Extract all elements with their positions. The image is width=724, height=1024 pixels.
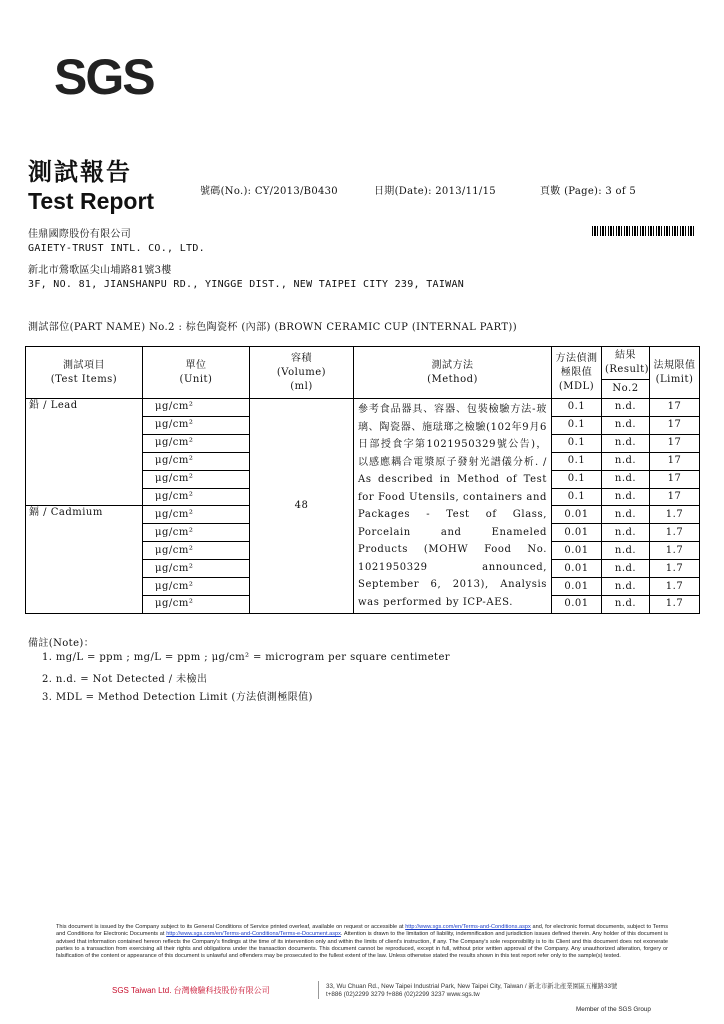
unit-cell: μg/cm² bbox=[143, 434, 250, 452]
note-item: 2. n.d. = Not Detected / 未檢出 bbox=[42, 674, 208, 685]
limit-cell: 1.7 bbox=[650, 506, 700, 524]
footer-address: 33, Wu Chuan Rd., New Taipei Industrial Park, New Taipei City, Taiwan / 新北市新北產業園區五權路33號 t+886 (02)2299 3279 f+886 (02)2299 3237 www.sgs.tw bbox=[326, 983, 618, 998]
barcode-icon bbox=[592, 226, 696, 236]
footer-disclaimer: This document is issued by the Company subject to its General Conditions of Service printed overleaf, available on request or accessible at http://www.sgs.com/en/Terms-and-Conditions.aspx and, for electronic format documents, subject to Terms and Conditions for Electronic Documents at http://www.sgs.com/en/Terms-and-Conditions/Terms-e-Document.aspx. Attention is drawn to the limitation of liability, indemnification and jurisdiction issues defined therein. Any holder of this document is advised that information contained hereon reflects the Company's findings at the time of its intervention only and within the limits of client's instruction, if any. The Company's sole responsibility is to its Client and this document does not exonerate parties to a transaction from exercising all their rights and obligations under the transaction documents. This document cannot be reproduced, except in full, without prior written approval of the Company. Any unauthorized alteration, forgery or falsification of the content or appearance of this document is unlawful and offenders may be prosecuted to the fullest extent of the law. Unless otherwise stated the results shown in this test report refer only to the sample(s) tested. bbox=[56, 924, 669, 960]
method-cell: 參考食品器具、容器、包裝檢驗方法-玻璃、陶瓷器、施琺瑯之檢驗(102年9月6日部授食字第1021950329號公告)，以感應耦合電漿原子發射光譜儀分析. / As described in Method of Test for Food Utensils, containers and Packages - Test of Glass, Porcelain and Enameled Products (MOHW Food No. 1021950329 announced, September 6, 2013), Analysis was performed by ICP-AES. bbox=[354, 399, 552, 614]
result-cell: n.d. bbox=[602, 524, 650, 542]
header-test-items: 測試項目 (Test Items) bbox=[26, 347, 143, 399]
limit-cell: 17 bbox=[650, 470, 700, 488]
results-body bbox=[26, 399, 700, 614]
footer-company: SGS Taiwan Ltd. 台灣檢驗科技股份有限公司 bbox=[112, 986, 270, 995]
result-cell: n.d. bbox=[602, 452, 650, 470]
mdl-cell: 0.1 bbox=[552, 488, 602, 506]
unit-cell: μg/cm² bbox=[143, 542, 250, 560]
notes-title: 備註(Note)： bbox=[28, 638, 95, 649]
page-number: 頁數 (Page): 3 of 5 bbox=[540, 186, 636, 197]
result-cell: n.d. bbox=[602, 399, 650, 417]
result-cell: n.d. bbox=[602, 560, 650, 578]
test-item-continued bbox=[26, 595, 143, 613]
e-document-terms-link[interactable]: http://www.sgs.com/en/Terms-and-Conditions/Terms-e-Document.aspx bbox=[166, 931, 341, 938]
report-number: 號碼(No.): CY/2013/B0430 bbox=[200, 186, 338, 197]
unit-cell: μg/cm² bbox=[143, 506, 250, 524]
mdl-cell: 0.1 bbox=[552, 399, 602, 417]
unit-cell: μg/cm² bbox=[143, 470, 250, 488]
mdl-cell: 0.01 bbox=[552, 595, 602, 613]
unit-cell: μg/cm² bbox=[143, 595, 250, 613]
test-item-continued bbox=[26, 560, 143, 578]
header-mdl: 方法偵測極限值 (MDL) bbox=[552, 347, 602, 399]
result-cell: n.d. bbox=[602, 488, 650, 506]
result-cell: n.d. bbox=[602, 470, 650, 488]
client-name-en: GAIETY-TRUST INTL. CO., LTD. bbox=[28, 243, 205, 254]
mdl-cell: 0.1 bbox=[552, 452, 602, 470]
mdl-cell: 0.1 bbox=[552, 470, 602, 488]
mdl-cell: 0.01 bbox=[552, 542, 602, 560]
mdl-cell: 0.01 bbox=[552, 506, 602, 524]
mdl-cell: 0.1 bbox=[552, 416, 602, 434]
header-limit: 法規限值 (Limit) bbox=[650, 347, 700, 399]
unit-cell: μg/cm² bbox=[143, 416, 250, 434]
mdl-cell: 0.1 bbox=[552, 434, 602, 452]
client-address-en: 3F, NO. 81, JIANSHANPU RD., YINGGE DIST., NEW TAIPEI CITY 239, TAIWAN bbox=[28, 279, 465, 290]
result-cell: n.d. bbox=[602, 416, 650, 434]
unit-cell: μg/cm² bbox=[143, 452, 250, 470]
test-item-continued bbox=[26, 416, 143, 434]
unit-cell: μg/cm² bbox=[143, 488, 250, 506]
mdl-cell: 0.01 bbox=[552, 524, 602, 542]
header-method: 測試方法 (Method) bbox=[354, 347, 552, 399]
limit-cell: 17 bbox=[650, 488, 700, 506]
sgs-group-member: Member of the SGS Group bbox=[576, 1006, 651, 1013]
limit-cell: 1.7 bbox=[650, 524, 700, 542]
header-result: 結果 (Result) bbox=[602, 347, 650, 380]
test-item-continued bbox=[26, 524, 143, 542]
title-english: Test Report bbox=[28, 188, 155, 214]
client-address-cn: 新北市鶯歌區尖山埔路81號3樓 bbox=[28, 265, 172, 276]
limit-cell: 1.7 bbox=[650, 560, 700, 578]
result-cell: n.d. bbox=[602, 434, 650, 452]
table-row bbox=[26, 399, 700, 417]
test-item-continued bbox=[26, 470, 143, 488]
volume-cell: 48 bbox=[250, 399, 354, 614]
limit-cell: 17 bbox=[650, 416, 700, 434]
limit-cell: 17 bbox=[650, 399, 700, 417]
result-cell: n.d. bbox=[602, 595, 650, 613]
test-item-continued bbox=[26, 578, 143, 596]
limit-cell: 1.7 bbox=[650, 578, 700, 596]
test-item-continued bbox=[26, 434, 143, 452]
test-item: 鉛 / Lead bbox=[26, 399, 143, 417]
result-cell: n.d. bbox=[602, 506, 650, 524]
header-volume: 容積 (Volume) (ml) bbox=[250, 347, 354, 399]
test-item: 鎘 / Cadmium bbox=[26, 506, 143, 524]
limit-cell: 1.7 bbox=[650, 542, 700, 560]
limit-cell: 17 bbox=[650, 434, 700, 452]
test-item-continued bbox=[26, 542, 143, 560]
header-unit: 單位 (Unit) bbox=[143, 347, 250, 399]
report-date: 日期(Date): 2013/11/15 bbox=[374, 186, 496, 197]
mdl-cell: 0.01 bbox=[552, 578, 602, 596]
result-cell: n.d. bbox=[602, 542, 650, 560]
footer-contact: t+886 (02)2299 3279 f+886 (02)2299 3237 www.sgs.tw bbox=[326, 991, 480, 998]
sgs-logo: SGS bbox=[54, 49, 154, 105]
client-name-cn: 佳鼎國際股份有限公司 bbox=[28, 229, 131, 240]
test-item-continued bbox=[26, 488, 143, 506]
notes bbox=[28, 634, 450, 706]
header-result-no: No.2 bbox=[602, 380, 650, 399]
note-item: 1. mg/L = ppm ; mg/L = ppm ; μg/cm² = microgram per square centimeter bbox=[42, 652, 450, 663]
terms-link[interactable]: http://www.sgs.com/en/Terms-and-Conditions.aspx bbox=[405, 924, 531, 930]
unit-cell: μg/cm² bbox=[143, 560, 250, 578]
unit-cell: μg/cm² bbox=[143, 524, 250, 542]
title-chinese: 測試報告 bbox=[28, 157, 132, 186]
unit-cell: μg/cm² bbox=[143, 578, 250, 596]
unit-cell: μg/cm² bbox=[143, 399, 250, 417]
limit-cell: 1.7 bbox=[650, 595, 700, 613]
results-table bbox=[25, 346, 700, 614]
test-item-continued bbox=[26, 452, 143, 470]
part-name: 測試部位(PART NAME) No.2 : 棕色陶瓷杯 (內部) (BROWN CERAMIC CUP (INTERNAL PART)) bbox=[28, 322, 517, 333]
mdl-cell: 0.01 bbox=[552, 560, 602, 578]
footer-divider bbox=[318, 981, 319, 999]
limit-cell: 17 bbox=[650, 452, 700, 470]
note-item: 3. MDL = Method Detection Limit (方法偵測極限值) bbox=[42, 692, 313, 703]
result-cell: n.d. bbox=[602, 578, 650, 596]
